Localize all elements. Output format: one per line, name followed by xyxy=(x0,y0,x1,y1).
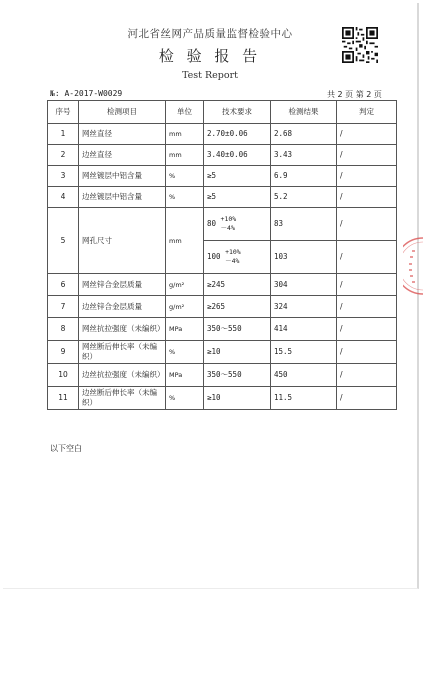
report-page xyxy=(3,3,419,589)
blank-below-note: 以下空白 xyxy=(50,444,82,453)
cell-no: 3 xyxy=(48,166,79,187)
test-results-table xyxy=(47,100,397,410)
report-title: 检 验 报 告 xyxy=(158,47,262,65)
cell-verdict: / xyxy=(337,166,397,187)
cell-unit: % xyxy=(166,187,204,208)
table-header-row xyxy=(48,101,397,124)
cell-requirement: 3.40±0.06 xyxy=(204,145,271,166)
col-header-unit: 单位 xyxy=(166,101,204,124)
cell-unit: mm xyxy=(166,208,204,274)
cell-no: 11 xyxy=(48,387,79,410)
col-header-verdict: 判定 xyxy=(337,101,397,124)
col-header-requirement: 技术要求 xyxy=(204,101,271,124)
cell-requirement-tolerance xyxy=(204,208,271,241)
cell-requirement: ≥245 xyxy=(204,274,271,296)
tolerance-range xyxy=(221,215,237,233)
cell-verdict: / xyxy=(337,145,397,166)
cell-item: 边丝抗拉强度（未编织） xyxy=(79,364,166,387)
cell-item: 网丝抗拉强度（未编织） xyxy=(79,318,166,341)
cell-result: 6.9 xyxy=(271,166,337,187)
qr-code-icon xyxy=(342,27,378,63)
cell-result: 2.68 xyxy=(271,124,337,145)
tolerance-minus: －4% xyxy=(220,224,235,232)
cell-verdict: / xyxy=(337,208,397,241)
cell-verdict: / xyxy=(337,364,397,387)
cell-requirement: 350～550 xyxy=(204,318,271,341)
cell-requirement: 350～550 xyxy=(204,364,271,387)
tolerance-base: 80 xyxy=(207,219,217,228)
cell-item: 网孔尺寸 xyxy=(79,208,166,274)
cell-no: 6 xyxy=(48,274,79,296)
cell-unit: g/m² xyxy=(166,274,204,296)
cell-no: 8 xyxy=(48,318,79,341)
cell-verdict: / xyxy=(337,124,397,145)
cell-verdict: / xyxy=(337,387,397,410)
tolerance-range xyxy=(225,248,241,266)
report-subtitle: Test Report xyxy=(182,70,238,81)
tolerance-minus: －4% xyxy=(225,257,240,265)
cell-no: 9 xyxy=(48,341,79,364)
table-row xyxy=(48,341,397,364)
report-number: №: A-2017-W0029 xyxy=(50,89,123,98)
cell-requirement: ≥5 xyxy=(204,187,271,208)
tolerance-plus: +10% xyxy=(225,248,241,256)
red-seal-stamp-icon xyxy=(403,236,423,296)
cell-unit: MPa xyxy=(166,318,204,341)
cell-requirement: 2.70±0.06 xyxy=(204,124,271,145)
table-row xyxy=(48,166,397,187)
cell-item: 网丝镀层中铝含量 xyxy=(79,166,166,187)
cell-no: 2 xyxy=(48,145,79,166)
page-info: 共 2 页 第 2 页 xyxy=(327,90,382,99)
cell-requirement: ≥10 xyxy=(204,341,271,364)
cell-unit: g/m² xyxy=(166,296,204,318)
cell-item: 网丝锌合金层质量 xyxy=(79,274,166,296)
organization-name: 河北省丝网产品质量监督检验中心 xyxy=(127,28,293,40)
cell-result: 450 xyxy=(271,364,337,387)
table-row xyxy=(48,296,397,318)
cell-requirement: ≥5 xyxy=(204,166,271,187)
table-row xyxy=(48,364,397,387)
table-row xyxy=(48,318,397,341)
cell-unit: mm xyxy=(166,124,204,145)
table-row xyxy=(48,124,397,145)
cell-unit: MPa xyxy=(166,364,204,387)
cell-result: 304 xyxy=(271,274,337,296)
col-header-no: 序号 xyxy=(48,101,79,124)
cell-result: 15.5 xyxy=(271,341,337,364)
cell-item: 网丝直径 xyxy=(79,124,166,145)
cell-requirement: ≥265 xyxy=(204,296,271,318)
table-row xyxy=(48,208,397,241)
cell-unit: % xyxy=(166,166,204,187)
cell-result: 414 xyxy=(271,318,337,341)
cell-no: 1 xyxy=(48,124,79,145)
cell-result: 11.5 xyxy=(271,387,337,410)
cell-no: 4 xyxy=(48,187,79,208)
cell-no: 10 xyxy=(48,364,79,387)
cell-verdict: / xyxy=(337,241,397,274)
table-row xyxy=(48,274,397,296)
table-row xyxy=(48,187,397,208)
col-header-item: 检测项目 xyxy=(79,101,166,124)
cell-verdict: / xyxy=(337,296,397,318)
cell-verdict: / xyxy=(337,341,397,364)
cell-item: 边丝锌合金层质量 xyxy=(79,296,166,318)
table-row xyxy=(48,387,397,410)
cell-no: 5 xyxy=(48,208,79,274)
cell-verdict: / xyxy=(337,318,397,341)
cell-result: 3.43 xyxy=(271,145,337,166)
tolerance-base: 100 xyxy=(207,252,221,261)
table-row xyxy=(48,145,397,166)
tolerance-plus: +10% xyxy=(220,215,237,223)
cell-unit: % xyxy=(166,387,204,410)
cell-unit: % xyxy=(166,341,204,364)
col-header-result: 检测结果 xyxy=(271,101,337,124)
cell-result: 83 xyxy=(271,208,337,241)
cell-item: 边丝镀层中铝含量 xyxy=(79,187,166,208)
cell-result: 103 xyxy=(271,241,337,274)
cell-item: 网丝断后伸长率（未编织） xyxy=(79,341,166,364)
cell-requirement-tolerance xyxy=(204,241,271,274)
cell-result: 5.2 xyxy=(271,187,337,208)
cell-result: 324 xyxy=(271,296,337,318)
cell-requirement: ≥10 xyxy=(204,387,271,410)
cell-item: 边丝直径 xyxy=(79,145,166,166)
cell-verdict: / xyxy=(337,274,397,296)
cell-unit: mm xyxy=(166,145,204,166)
cell-verdict: / xyxy=(337,187,397,208)
cell-no: 7 xyxy=(48,296,79,318)
cell-item: 边丝断后伸长率（未编织） xyxy=(79,387,166,410)
